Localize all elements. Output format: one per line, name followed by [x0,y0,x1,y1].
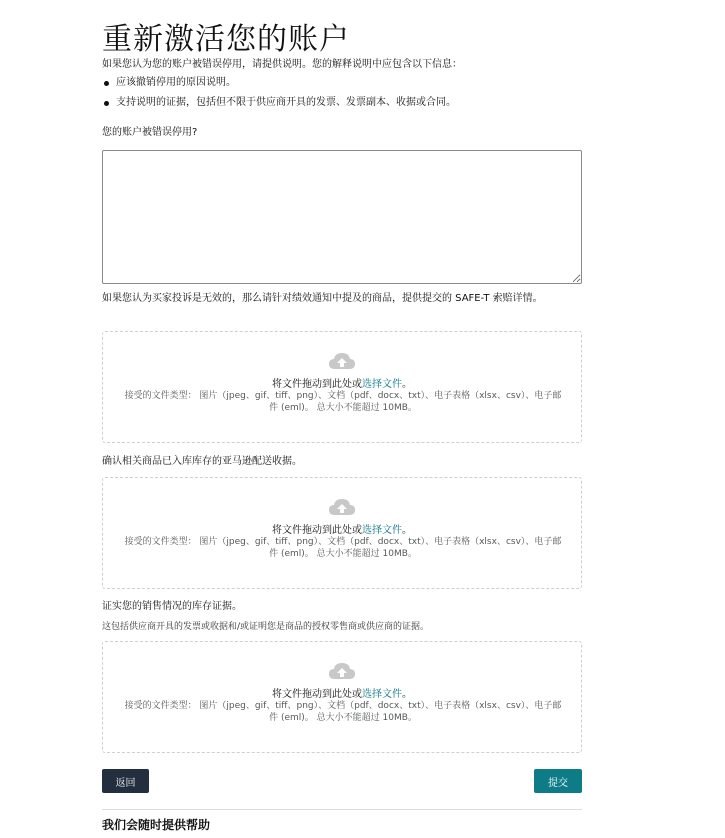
explanation-textarea[interactable] [102,150,582,284]
list-item: 支持说明的证据，包括但不限于供应商开具的发票、发票副本、收据或合同。 [116,96,586,110]
dropzone-instruction: 将文件拖动到此处或选择文件。 [272,689,412,700]
cloud-upload-icon [328,352,356,370]
intro-text: 如果您认为您的账户被错误停用，请提供说明。您的解释说明中应包含以下信息： [102,59,462,70]
question-label: 证实您的销售情况的库存证据。 [102,601,242,612]
question-sublabel: 这包括供应商开具的发票或收据和/或证明您是商品的授权零售商或供应商的证据。 [102,622,430,632]
dropzone-instruction: 将文件拖动到此处或选择文件。 [272,525,412,536]
file-dropzone[interactable] [102,641,582,753]
back-button[interactable]: 返回 [102,769,149,793]
submit-button[interactable]: 提交 [534,769,582,793]
select-file-link[interactable]: 选择文件 [362,525,402,536]
page-title: 重新激活您的账户 [102,22,350,57]
help-heading: 我们会随时提供帮助 [102,818,211,832]
file-dropzone[interactable] [102,477,582,589]
list-item: 应该撤销停用的原因说明。 [116,76,586,90]
dropzone-instruction: 将文件拖动到此处或选择文件。 [272,379,412,390]
question-label: 您的账户被错误停用? [102,127,198,138]
divider [102,809,582,810]
accepted-types-text: 接受的文件类型： 图片（jpeg、gif、tiff、png）、文档（pdf、docx、txt）、电子表格（xlsx、csv）、电子邮件 (eml)。 总大小不能超过 10MB。 [124,701,562,723]
requirements-list [102,76,586,116]
accepted-types-text: 接受的文件类型： 图片（jpeg、gif、tiff、png）、文档（pdf、docx、txt）、电子表格（xlsx、csv）、电子邮件 (eml)。 总大小不能超过 10MB。 [124,391,562,413]
cloud-upload-icon [328,498,356,516]
question-label: 确认相关商品已入库库存的亚马逊配送收据。 [102,456,302,467]
accepted-types-text: 接受的文件类型： 图片（jpeg、gif、tiff、png）、文档（pdf、docx、txt）、电子表格（xlsx、csv）、电子邮件 (eml)。 总大小不能超过 10MB。 [124,537,562,559]
select-file-link[interactable]: 选择文件 [362,379,402,390]
question-label: 如果您认为买家投诉是无效的，那么请针对绩效通知中提及的商品，提供提交的 SAFE-T 索赔详情。 [102,293,543,304]
cloud-upload-icon [328,662,356,680]
file-dropzone[interactable] [102,331,582,443]
select-file-link[interactable]: 选择文件 [362,689,402,700]
